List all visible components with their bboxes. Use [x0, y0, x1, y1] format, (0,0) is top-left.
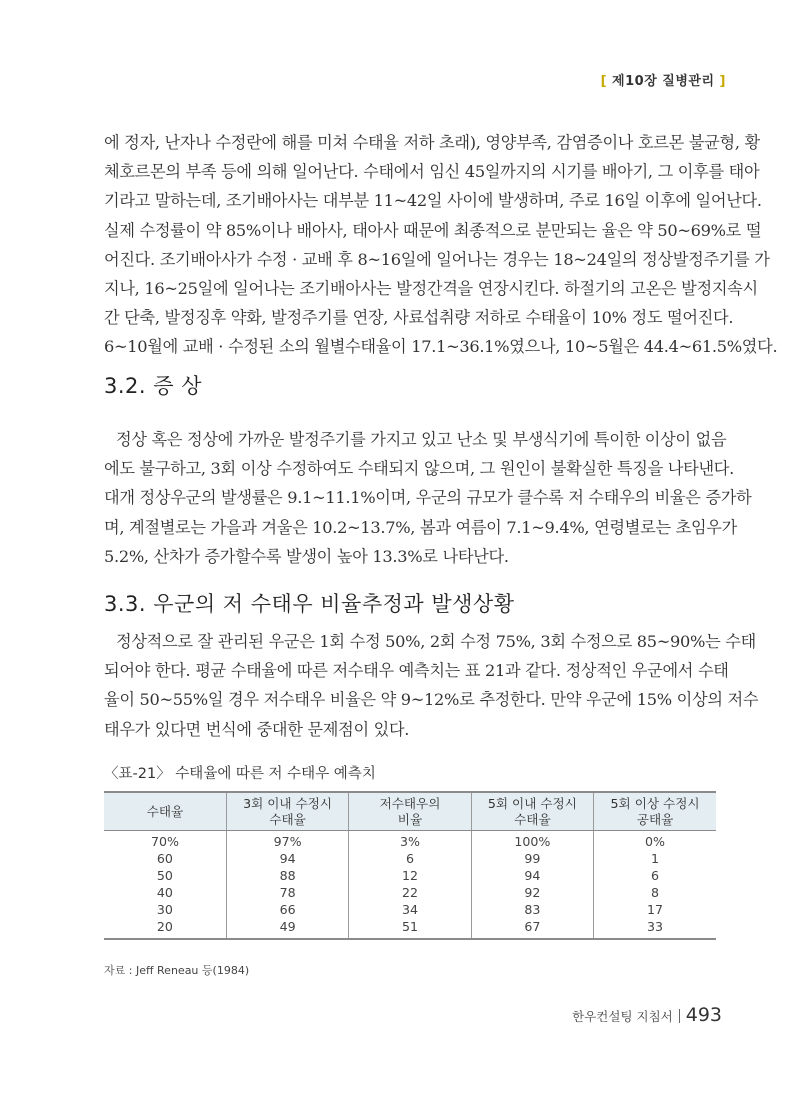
section-3-3-paragraph [104, 627, 759, 744]
text-line: 율이 50~55%일 경우 저수태우 비율은 약 9~12%로 추정한다. 만약 우군에 15% 이상의 저수 [104, 690, 759, 710]
header-text: 수태율 [269, 811, 306, 827]
table-cell: 78 [226, 884, 348, 901]
footer-divider [679, 1009, 680, 1023]
table-cell: 3% [349, 831, 471, 851]
table-cell: 92 [471, 884, 593, 901]
table-cell: 70% [150, 834, 179, 849]
table-cell: 34 [349, 901, 471, 918]
text-line: 되어야 한다. 평균 수태율에 따른 저수태우 예측치는 표 21과 같다. 정상적인 우군에서 수태 [104, 661, 729, 681]
table-cell: 94 [471, 867, 593, 884]
column-header-low-ratio [349, 792, 471, 831]
chapter-bracket-open: [ [600, 74, 608, 89]
table-row [104, 884, 716, 901]
header-text: 3회 이내 수정시 [243, 795, 333, 811]
table-row [104, 850, 716, 867]
column-header-over-5-open [594, 792, 716, 831]
column-header-conception-rate [104, 792, 226, 831]
text-line: 기라고 말하는데, 조기배아사는 대부분 11~42일 사이에 발생하며, 주로 16일 이후에 일어난다. [104, 191, 762, 211]
table-cell: 40 [156, 885, 173, 900]
header-text: 비율 [397, 811, 423, 827]
table-cell: 50 [156, 868, 173, 883]
table-cell: 66 [226, 901, 348, 918]
table-cell: 6 [349, 850, 471, 867]
table-cell: 17 [594, 901, 716, 918]
page-number: 493 [685, 1004, 722, 1026]
header-text: 저수태우의 [379, 795, 441, 811]
table-cell: 88 [226, 867, 348, 884]
text-line: 6~10월에 교배 · 수정된 소의 월별수태율이 17.1~36.1%였으나, 10~5월은 44.4~61.5%였다. [104, 337, 778, 357]
text-line: 체호르몬의 부족 등에 의해 일어난다. 수태에서 임신 45일까지의 시기를 배아기, 그 이후를 태아 [104, 162, 760, 182]
text-line: 지나, 16~25일에 일어나는 조기배아사는 발정간격을 연장시킨다. 하절기의 고온은 발정지속시 [104, 279, 758, 299]
table-cell: 8 [594, 884, 716, 901]
chapter-bracket-close: ] [719, 74, 726, 89]
header-text: 수태율 [146, 803, 184, 819]
table-cell: 99 [471, 850, 593, 867]
header-text: 5회 이상 수정시 [610, 795, 700, 811]
table-cell: 97% [226, 831, 348, 851]
text-line: 태우가 있다면 번식에 중대한 문제점이 있다. [104, 719, 410, 739]
table-cell: 0% [594, 831, 716, 851]
text-line: 에 정자, 난자나 수정란에 해를 미쳐 수태율 저하 초래), 영양부족, 감염증이나 호르몬 불균형, 황 [104, 133, 760, 152]
page-footer [572, 1004, 722, 1026]
column-header-within-5 [471, 792, 593, 831]
text-line: 에도 불구하고, 3회 이상 수정하여도 수태되지 않으며, 그 원인이 불확실한 특징을 나타낸다. [104, 459, 734, 479]
chapter-header [601, 70, 726, 89]
table-row [104, 918, 716, 939]
text-line: 정상 혹은 정상에 가까운 발정주기를 가지고 있고 난소 및 부생식기에 특이한 이상이 없음 [116, 430, 727, 449]
section-heading-3-2: 3.2. 증 상 [104, 374, 202, 398]
table-cell: 22 [349, 884, 471, 901]
section-heading-3-3: 3.3. 우군의 저 수태우 비율추정과 발생상황 [104, 592, 515, 616]
footer-book-title: 한우컨설팅 지침서 [572, 1009, 673, 1024]
text-line: 대개 정상우군의 발생률은 9.1~11.1%이며, 우군의 규모가 클수록 저 수태우의 비율은 증가하 [104, 488, 752, 508]
table-source: 자료 : Jeff Reneau 등(1984) [104, 964, 250, 977]
table-caption: 〈표-21〉 수태율에 따른 저 수태우 예측치 [104, 766, 376, 782]
section-3-2-paragraph [104, 425, 752, 571]
table-cell: 60 [156, 851, 173, 866]
table-header-row [104, 792, 716, 831]
table-cell: 6 [594, 867, 716, 884]
conception-rate-table [104, 791, 716, 940]
text-line: 어진다. 조기배아사가 수정 · 교배 후 8~16일에 일어나는 경우는 18~24일의 정상발정주기를 가 [104, 249, 770, 269]
text-line: 간 단축, 발정징후 약화, 발정주기를 연장, 사료섭취량 저하로 수태율이 10% 정도 떨어진다. [104, 308, 734, 328]
table-cell: 94 [226, 850, 348, 867]
table-cell: 100% [471, 831, 593, 851]
table-row [104, 831, 716, 851]
header-text: 공태율 [636, 811, 674, 827]
intro-paragraph [104, 128, 778, 362]
text-line: 정상적으로 잘 관리된 우군은 1회 수정 50%, 2회 수정 75%, 3회 수정으로 85~90%는 수태 [116, 632, 756, 651]
table-cell: 12 [349, 867, 471, 884]
table-cell: 83 [471, 901, 593, 918]
text-line: 며, 계절별로는 가을과 겨울은 10.2~13.7%, 봄과 여름이 7.1~9.4%, 연령별로는 초임우가 [104, 517, 737, 537]
header-text: 5회 이내 수정시 [487, 795, 577, 811]
table-row [104, 867, 716, 884]
chapter-title: 제10장 질병관리 [612, 74, 715, 89]
table-row [104, 901, 716, 918]
table-cell: 33 [594, 918, 716, 939]
text-line: 실제 수정률이 약 85%이나 배아사, 태아사 때문에 최종적으로 분만되는 율은 약 50~69%로 떨 [104, 220, 762, 240]
table-cell: 51 [349, 918, 471, 939]
table-cell: 30 [156, 902, 173, 917]
column-header-within-3 [226, 792, 348, 831]
text-line: 5.2%, 산차가 증가할수록 발생이 높아 13.3%로 나타난다. [104, 546, 509, 566]
table-cell: 49 [226, 918, 348, 939]
table-cell: 20 [156, 919, 173, 934]
table-cell: 1 [594, 850, 716, 867]
table-cell: 67 [471, 918, 593, 939]
header-text: 수태율 [514, 811, 551, 827]
